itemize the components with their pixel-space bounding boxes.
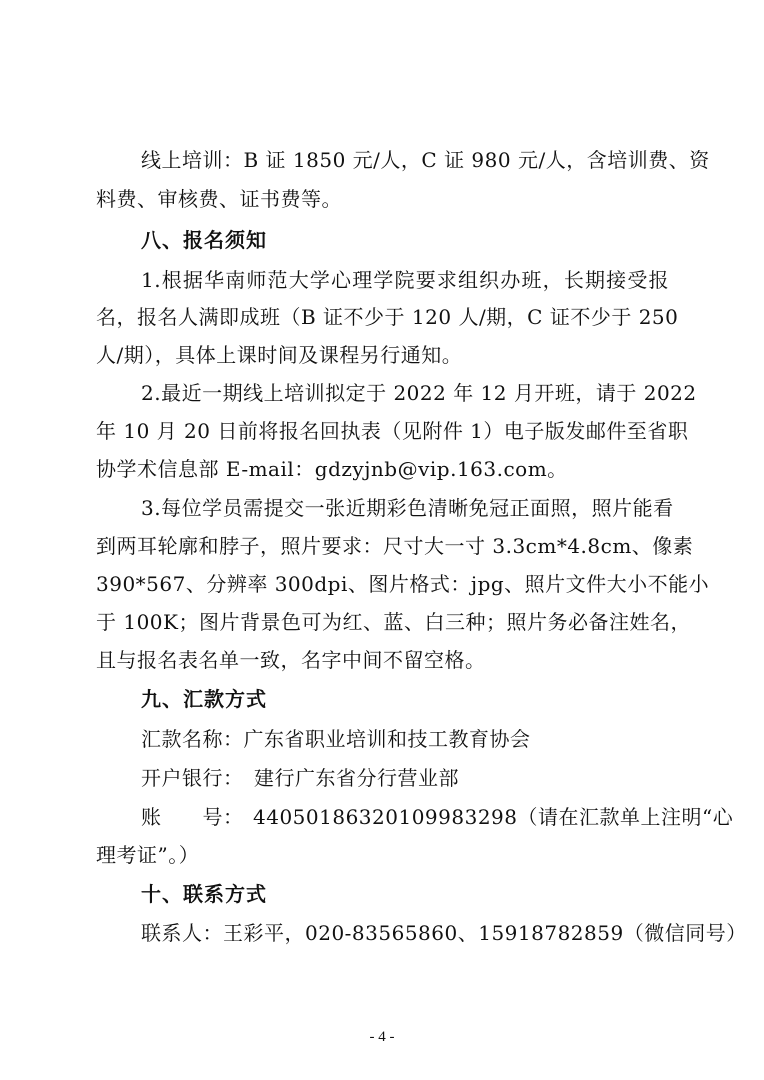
registration-item-1-line-2: 名，报名人满即成班（B 证不少于 120 人/期，C 证不少于 250: [96, 305, 679, 329]
contact-line: 联系人：王彩平，020-83565860、15918782859（微信同号）: [141, 921, 747, 945]
section-heading-contact: 十、联系方式: [141, 882, 267, 906]
registration-item-3-line-3: 390*567、分辨率 300dpi、图片格式：jpg、照片文件大小不能小: [96, 572, 710, 596]
registration-item-2-line-3: 协学术信息部 E-mail：gdzyjnb@vip.163.com。: [96, 457, 568, 481]
section-heading-remittance: 九、汇款方式: [141, 687, 267, 711]
registration-item-1-line-1: 1.根据华南师范大学心理学院要求组织办班，长期接受报: [141, 268, 669, 292]
remittance-name: 汇款名称：广东省职业培训和技工教育协会: [141, 727, 531, 751]
fee-paragraph-line-1: 线上培训：B 证 1850 元/人，C 证 980 元/人，含培训费、资: [141, 148, 710, 172]
fee-paragraph-line-2: 料费、审核费、证书费等。: [96, 187, 342, 211]
registration-item-1-line-3: 人/期），具体上课时间及课程另行通知。: [96, 343, 463, 367]
registration-item-3-line-2: 到两耳轮廓和脖子，照片要求：尺寸大一寸 3.3cm*4.8cm、像素: [96, 534, 694, 558]
remittance-account-label: 账 号：: [141, 805, 244, 829]
registration-item-2-line-1: 2.最近一期线上培训拟定于 2022 年 12 月开班，请于 2022: [141, 381, 697, 405]
remittance-bank: 开户银行： 建行广东省分行营业部: [141, 766, 459, 790]
registration-item-3-line-5: 且与报名表名单一致，名字中间不留空格。: [96, 648, 486, 672]
section-heading-registration: 八、报名须知: [141, 228, 267, 252]
registration-item-3-line-4: 于 100K；图片背景色可为红、蓝、白三种；照片务必备注姓名，: [96, 610, 691, 634]
remittance-account-number: 44050186320109983298（请在汇款单上注明“心: [253, 805, 734, 829]
registration-item-3-line-1: 3.每位学员需提交一张近期彩色清晰免冠正面照，照片能看: [141, 496, 674, 520]
registration-item-2-line-2: 年 10 月 20 日前将报名回执表（见附件 1）电子版发邮件至省职: [96, 419, 689, 443]
remittance-account-note: 理考证”。）: [96, 843, 200, 867]
page-number: - 4 -: [369, 1029, 395, 1045]
